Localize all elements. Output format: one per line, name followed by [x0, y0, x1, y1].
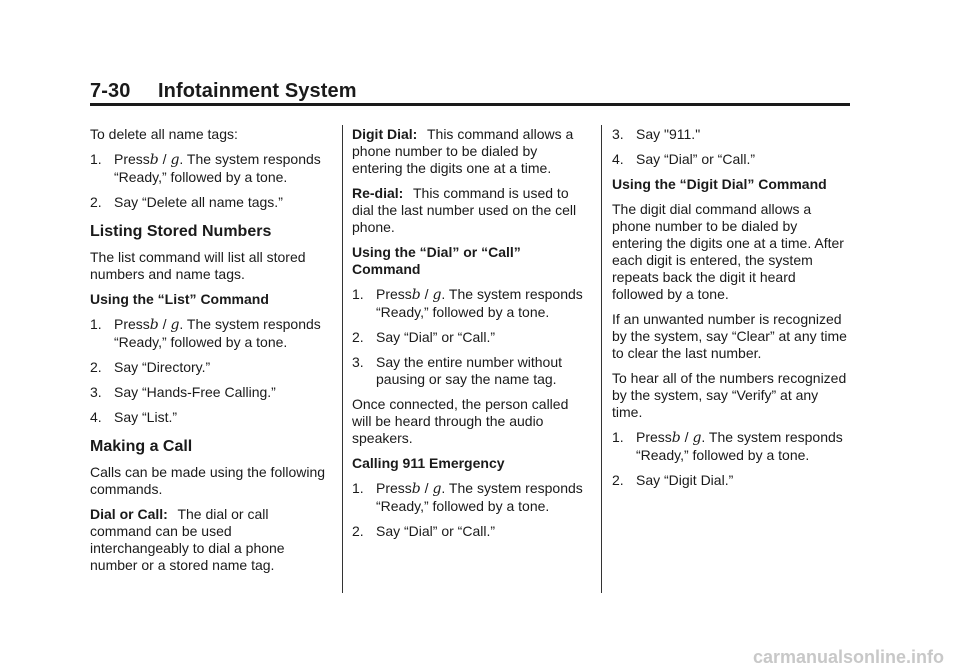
- paragraph: Once connected, the person called will be heard through the audio speakers.: [352, 396, 569, 446]
- phone-end-icon: g: [692, 430, 702, 446]
- step: 3. Say the entire number without pausing or say the name tag.: [352, 354, 562, 387]
- step: 2. Say “Dial” or “Call.”: [352, 523, 496, 539]
- paragraph: Calls can be made using the following commands.: [90, 464, 326, 497]
- step: 2. Say “Directory.”: [90, 359, 211, 375]
- paragraph: If an unwanted number is recognized by the system, say “Clear” at any time to clear the last number.: [612, 311, 847, 361]
- phone-call-icon: b: [411, 481, 421, 497]
- paragraph: The list command will list all stored numbers and name tags.: [90, 249, 306, 282]
- column-3: [612, 126, 848, 497]
- header-rule: [90, 103, 850, 106]
- phone-end-icon: g: [432, 287, 442, 303]
- step: 2. Say “Dial” or “Call.”: [352, 329, 496, 345]
- paragraph: To hear all of the numbers recognized by the system, say “Verify” at any time.: [612, 370, 847, 420]
- step: 4. Say “List.”: [90, 409, 178, 425]
- step: 2. Say “Digit Dial.”: [612, 472, 734, 488]
- step: 1. Pressb / g. The system responds “Ready,” followed by a tone.: [352, 480, 583, 514]
- column-1: [90, 126, 326, 582]
- step: 1. Pressb / g. The system responds “Ready,” followed by a tone.: [352, 286, 583, 320]
- paragraph: Dial or Call: The dial or call command can be used interchangeably to dial a phone number or a stored name tag.: [90, 506, 285, 573]
- page-header: [90, 80, 357, 103]
- section-heading: Listing Stored Numbers: [90, 223, 272, 240]
- column-divider-2: [601, 125, 602, 593]
- subheading: Calling 911 Emergency: [352, 455, 505, 471]
- step: 1. Pressb / g. The system responds “Ready,” followed by a tone.: [90, 151, 321, 185]
- intro-text: To delete all name tags:: [90, 126, 238, 142]
- subheading: Using the “Digit Dial” Command: [612, 176, 827, 192]
- section-heading: Making a Call: [90, 438, 193, 455]
- phone-end-icon: g: [432, 481, 442, 497]
- phone-call-icon: b: [671, 430, 681, 446]
- paragraph: Re-dial: This command is used to dial the last number used on the cell phone.: [352, 185, 577, 235]
- subheading: Using the “List” Command: [90, 291, 269, 307]
- phone-call-icon: b: [149, 317, 159, 333]
- phone-call-icon: b: [411, 287, 421, 303]
- step: 2. Say “Delete all name tags.”: [90, 194, 283, 210]
- step: 1. Pressb / g. The system responds “Ready,” followed by a tone.: [612, 429, 843, 463]
- column-divider-1: [342, 125, 343, 593]
- step: 3. Say “Hands-Free Calling.”: [90, 384, 276, 400]
- paragraph: Digit Dial: This command allows a phone number to be dialed by entering the digits one at a time.: [352, 126, 574, 176]
- chapter-title: Infotainment System: [158, 80, 357, 102]
- page-number: 7-30: [90, 80, 131, 102]
- step: 1. Pressb / g. The system responds “Ready,” followed by a tone.: [90, 316, 321, 350]
- column-2: [352, 126, 588, 548]
- phone-call-icon: b: [149, 152, 159, 168]
- phone-end-icon: g: [170, 152, 180, 168]
- subheading: Using the “Dial” or “Call” Command: [352, 244, 521, 277]
- paragraph: The digit dial command allows a phone number to be dialed by entering the digits one at a time. After each digit is entered, the system repeats back the digit it heard followed by a tone.: [612, 201, 844, 302]
- step: 3. Say "911.": [612, 126, 701, 142]
- phone-end-icon: g: [170, 317, 180, 333]
- step: 4. Say “Dial” or “Call.”: [612, 151, 756, 167]
- watermark-link[interactable]: carmanualsonline.info: [752, 647, 944, 667]
